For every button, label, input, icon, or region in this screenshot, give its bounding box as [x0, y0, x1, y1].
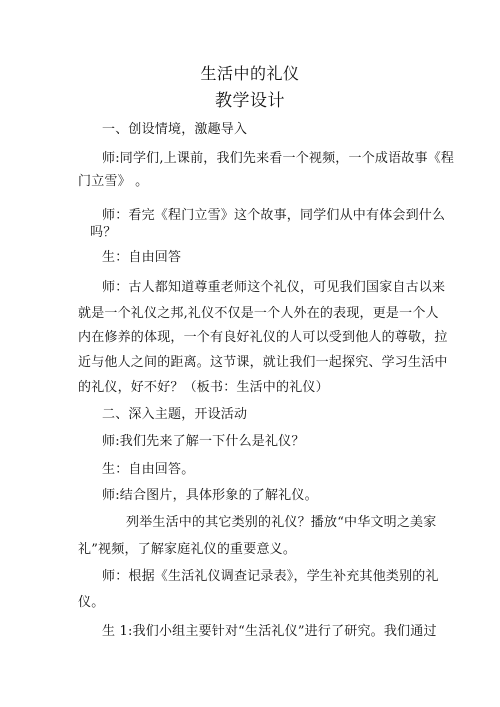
paragraph-line: 吗？ [90, 225, 117, 240]
paragraph-line: 师：看完《程门立雪》这个故事，同学们从中有体会到什么 [102, 208, 446, 223]
paragraph-line: 仪。 [78, 595, 105, 610]
paragraph-line: 近与他人之间的距离。这节课，就让我们一起探究、学习生活中 [78, 355, 448, 370]
document-subtitle: 教学设计 [215, 91, 285, 111]
paragraph-line: 内在修养的体现，一个有良好礼仪的人可以受到他人的尊敬，拉 [78, 330, 448, 345]
paragraph-line: 的礼仪，好不好？（板书：生活中的礼仪） [78, 380, 329, 395]
paragraph-line: 就是一个礼仪之邦,礼仪不仅是一个人外在的表现，更是一个人 [78, 306, 439, 321]
paragraph-line: 师:同学们,上课前，我们先来看一个视频，一个成语故事《程 [102, 151, 455, 166]
paragraph-line: 门立雪》 。 [78, 174, 149, 189]
paragraph-line: 生 1:我们小组主要针对“生活礼仪”进行了研究。我们通过 [102, 624, 437, 639]
paragraph-line: 师:结合图片，具体形象的了解礼仪。 [102, 488, 318, 503]
paragraph-line: 生：自由回答 [102, 250, 182, 265]
paragraph-line: 礼”视频，了解家庭礼仪的重要意义。 [78, 542, 297, 557]
paragraph-line: 师：古人都知道尊重老师这个礼仪，可见我们国家自古以来 [102, 280, 446, 295]
paragraph-line: 生：自由回答。 [102, 462, 195, 477]
document-title: 生活中的礼仪 [200, 64, 300, 83]
paragraph-line: 列举生活中的其它类别的礼仪？播放“中华文明之美家 [126, 515, 437, 530]
paragraph-line: 师:我们先来了解一下什么是礼仪？ [102, 434, 305, 449]
paragraph-line: 二、深入主题，开设活动 [102, 407, 248, 422]
paragraph-line: 一、创设情境，激趣导入 [102, 122, 248, 137]
paragraph-line: 师：根据《生活礼仪调查记录表》，学生补充其他类别的礼 [102, 569, 439, 584]
